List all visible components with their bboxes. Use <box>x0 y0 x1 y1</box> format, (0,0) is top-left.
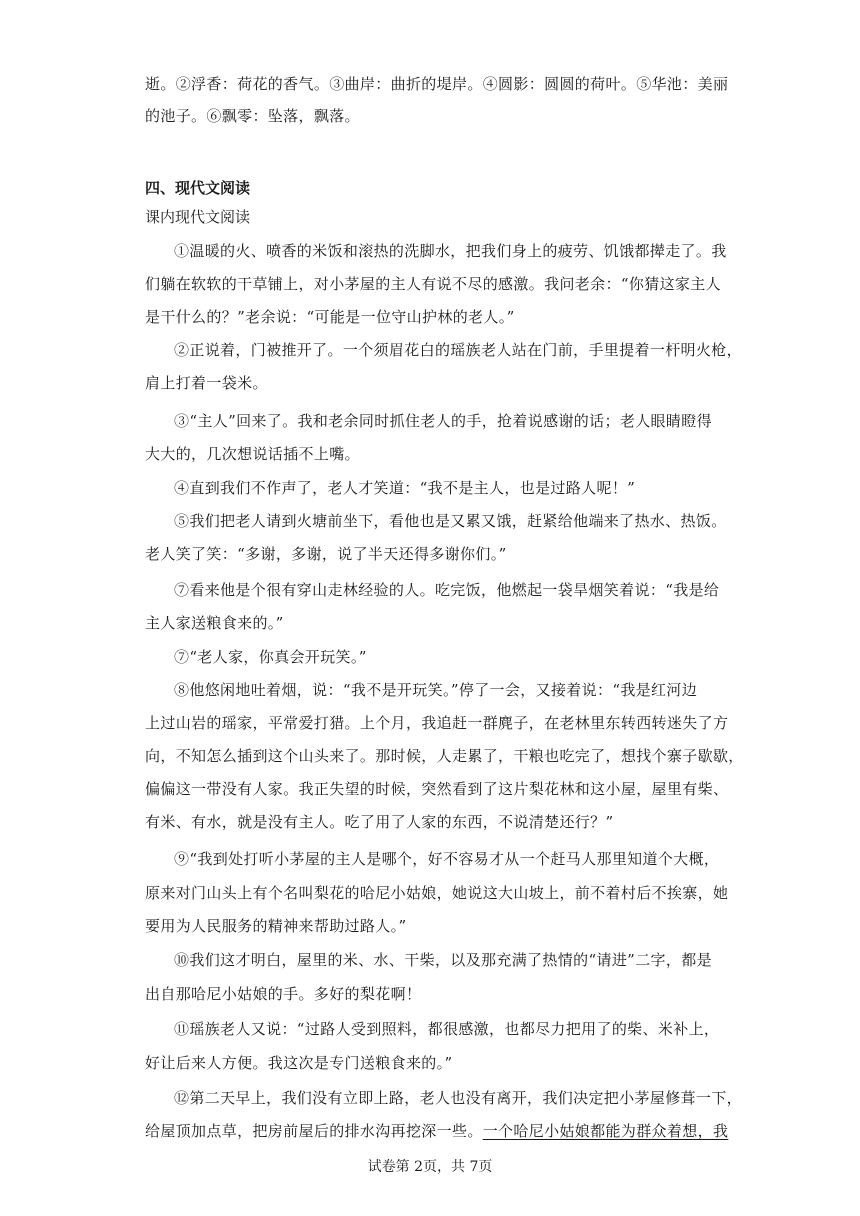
passage-line: ⑩我们这才明白，屋里的米、水、干柴，以及那充满了热情的“请进”二字，都是 <box>174 951 712 969</box>
passage-line: ①温暖的火、喷香的米饭和滚热的洗脚水，把我们身上的疲劳、饥饿都撵走了。我 <box>174 242 727 260</box>
passage-line: 出自那哈尼小姑娘的手。多好的梨花啊！ <box>145 985 422 1003</box>
passage-line: 好让后来人方便。我这次是专门送粮食来的。” <box>145 1054 453 1072</box>
passage-line: 有米、有水，就是没有主人。吃了用了人家的东西，不说清楚还行？” <box>145 813 614 831</box>
passage-line: 原来对门山头上有个名叫梨花的哈尼小姑娘，她说这大山坡上，前不着村后不挨寨，她 <box>145 884 729 902</box>
passage-line: 上过山岩的瑶家，平常爱打猎。上个月，我追赶一群麂子，在老林里东转西转迷失了方 <box>145 714 729 732</box>
passage-line: ⑤我们把老人请到火塘前坐下，看他也是又累又饿，赶紧给他端来了热水、热饭。 <box>174 512 727 530</box>
passage-line: ④直到我们不作声了，老人才笑道：“我不是主人，也是过路人呢！” <box>174 479 636 497</box>
passage-line: 偏偏这一带没有人家。我正失望的时候，突然看到了这片梨花林和这小屋，屋里有柴、 <box>145 780 729 798</box>
passage-line: ⑧他悠闲地吐着烟，说：“我不是开玩笑。”停了一会，又接着说：“我是红河边 <box>174 681 698 699</box>
passage-line: 大大的，几次想说话插不上嘴。 <box>145 445 360 463</box>
passage-line: ⑨“我到处打听小茅屋的主人是哪个，好不容易才从一个赶马人那里知道个大概， <box>174 850 720 868</box>
passage-line: 们躺在软软的干草铺上，对小茅屋的主人有说不尽的感激。我问老余：“你猜这家主人 <box>145 275 721 293</box>
section-heading: 四、现代文阅读 <box>145 179 251 197</box>
passage-line: 向，不知怎么插到这个山头来了。那时候，人走累了，干粮也吃完了，想找个寨子歇歇， <box>145 747 744 765</box>
notes-line-1: 逝。②浮香：荷花的香气。③曲岸：曲折的堤岸。④圆影：圆圆的荷叶。⑤华池：美丽 <box>145 75 729 93</box>
underlined-sentence: 一个哈尼小姑娘都能为群众着想，我 <box>482 1122 729 1140</box>
passage-line: ⑦看来他是个很有穿山走林经验的人。吃完饭，他燃起一袋旱烟笑着说：“我是给 <box>174 581 720 599</box>
passage-line: ⑪瑶族老人又说：“过路人受到照料，都很感激，也都尽力把用了的柴、米补上， <box>174 1020 720 1038</box>
passage-line: ⑫第二天早上，我们没有立即上路，老人也没有离开，我们决定把小茅屋修葺一下， <box>174 1089 742 1107</box>
passage-line: 主人家送粮食来的。” <box>145 614 284 632</box>
passage-line: 老人笑了笑：“多谢，多谢，说了半天还得多谢你们。” <box>145 545 507 563</box>
passage-line-with-underline <box>145 1121 729 1141</box>
passage-line: 是干什么的？”老余说：“可能是一位守山护林的老人。” <box>145 308 515 326</box>
passage-line: ②正说着，门被推开了。一个须眉花白的瑶族老人站在门前，手里提着一杆明火枪， <box>174 341 742 359</box>
passage-text: 给屋顶加点草，把房前屋后的排水沟再挖深一些。 <box>145 1122 483 1140</box>
page-footer: 试卷第 2页，共 7页 <box>367 1159 493 1175</box>
passage-line: 要用为人民服务的精神来帮助过路人。” <box>145 917 407 935</box>
passage-line: ③“主人”回来了。我和老余同时抓住老人的手，抢着说感谢的话；老人眼睛瞪得 <box>174 412 712 430</box>
notes-line-2: 的池子。⑥飘零：坠落，飘落。 <box>145 107 360 125</box>
passage-line: 肩上打着一袋米。 <box>145 374 268 392</box>
passage-line: ⑦“老人家，你真会开玩笑。” <box>174 648 367 666</box>
section-subheading: 课内现代文阅读 <box>145 208 251 226</box>
